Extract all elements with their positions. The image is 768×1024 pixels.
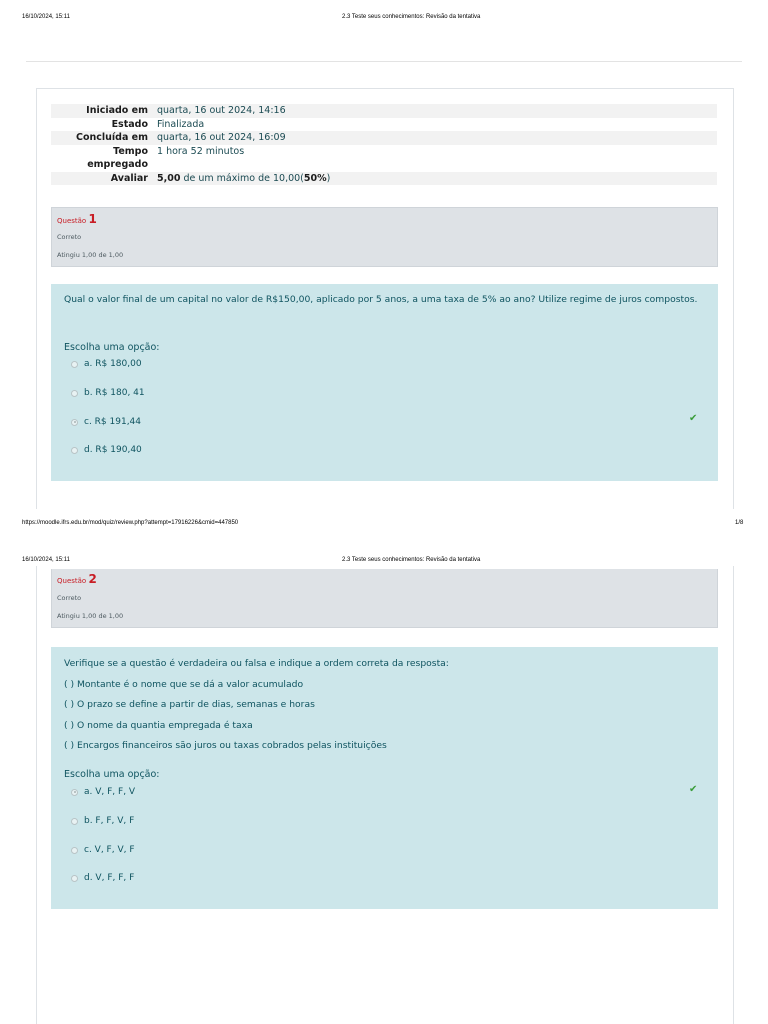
radio-icon[interactable] [71,447,78,454]
radio-icon[interactable] [71,847,78,854]
choose-prompt: Escolha uma opção: [64,342,160,353]
question-status: Correto [57,594,82,602]
summary-label: Estado [111,118,148,130]
summary-row-grade [51,172,717,186]
radio-icon[interactable] [71,875,78,882]
question-mark: Atingiu 1,00 de 1,00 [57,251,124,259]
question-line: ( ) Encargos financeiros são juros ou taxas cobrados pelas instituições [64,740,387,751]
question-text: Qual o valor final de um capital no valor de R$150,00, aplicado por 5 anos, a uma taxa de 5% ao ano? Utilize regime de juros compostos. [64,294,698,305]
question-2-info [51,569,718,628]
option-label: c. R$ 191,44 [84,417,142,427]
grade-end: ) [326,172,331,184]
summary-label-line: empregado [87,159,148,170]
option-b[interactable] [71,816,134,826]
question-line: ( ) O prazo se define a partir de dias, semanas e horas [64,699,315,710]
option-c[interactable] [71,845,135,855]
option-c[interactable] [71,417,141,427]
grade-percent: 50% [303,172,327,184]
question-1-content [51,284,718,481]
summary-row-state [51,118,717,132]
question-status: Correto [57,233,82,241]
choose-prompt: Escolha uma opção: [64,769,160,780]
question-label: Questão [57,217,87,225]
option-a[interactable] [71,359,142,369]
print-url: https://moodle.ifrs.edu.br/mod/quiz/review.php?attempt=17916226&cmid=447850 [22,520,239,526]
summary-row-started [51,104,717,118]
option-label: a. V, F, F, V [84,787,136,797]
question-line: ( ) Montante é o nome que se dá a valor acumulado [64,678,304,690]
print-datetime: 16/10/2024, 15:11 [22,557,70,563]
print-title: 2.3 Teste seus conhecimentos: Revisão da tentativa [342,14,481,20]
divider [26,61,742,62]
summary-label: Iniciado em [86,105,148,116]
summary-value: 1 hora 52 minutos [157,145,245,157]
option-label: b. R$ 180, 41 [84,388,145,398]
grade-middle: de um máximo de 10,00( [180,172,304,184]
question-number [57,212,97,226]
option-label: d. V, F, F, F [84,873,135,883]
attempt-summary-table [51,104,717,185]
print-page-number: 1/8 [735,520,744,526]
option-label: a. R$ 180,00 [84,359,142,369]
summary-row-time [51,145,717,172]
summary-label-line: Tempo [113,145,148,157]
summary-value: quarta, 16 out 2024, 16:09 [157,132,286,143]
option-a[interactable] [71,787,135,797]
radio-selected-icon[interactable] [71,789,78,796]
summary-label: Avaliar [110,172,148,184]
radio-icon[interactable] [71,361,78,368]
print-datetime: 16/10/2024, 15:11 [22,14,70,20]
radio-icon[interactable] [71,818,78,825]
summary-label [51,145,157,172]
question-mark: Atingiu 1,00 de 1,00 [57,612,124,620]
question-text [64,654,698,757]
radio-selected-icon[interactable] [71,419,78,426]
summary-value [157,172,717,186]
question-label: Questão [57,577,87,585]
question-1-info [51,207,718,267]
option-label: c. V, F, V, F [84,845,135,855]
question-line: ( ) O nome da quantia empregada é taxa [64,719,253,731]
summary-value: quarta, 16 out 2024, 14:16 [157,105,286,116]
option-label: b. F, F, V, F [84,816,135,826]
question-2-content [51,647,718,909]
question-number [57,572,97,586]
option-label: d. R$ 190,40 [84,445,142,455]
summary-label: Concluída em [75,132,148,143]
print-title: 2.3 Teste seus conhecimentos: Revisão da tentativa [342,557,481,563]
question-number-value: 2 [88,572,97,586]
question-line: Verifique se a questão é verdadeira ou falsa e indique a ordem correta da resposta: [64,658,449,669]
option-d[interactable] [71,873,134,883]
grade-score: 5,00 [157,172,181,184]
option-b[interactable] [71,388,145,398]
option-d[interactable] [71,445,142,455]
radio-icon[interactable] [71,390,78,397]
check-icon: ✔ [689,413,698,424]
summary-value: Finalizada [157,118,205,130]
summary-row-completed [51,131,717,145]
check-icon: ✔ [689,784,698,795]
question-number-value: 1 [88,212,97,226]
